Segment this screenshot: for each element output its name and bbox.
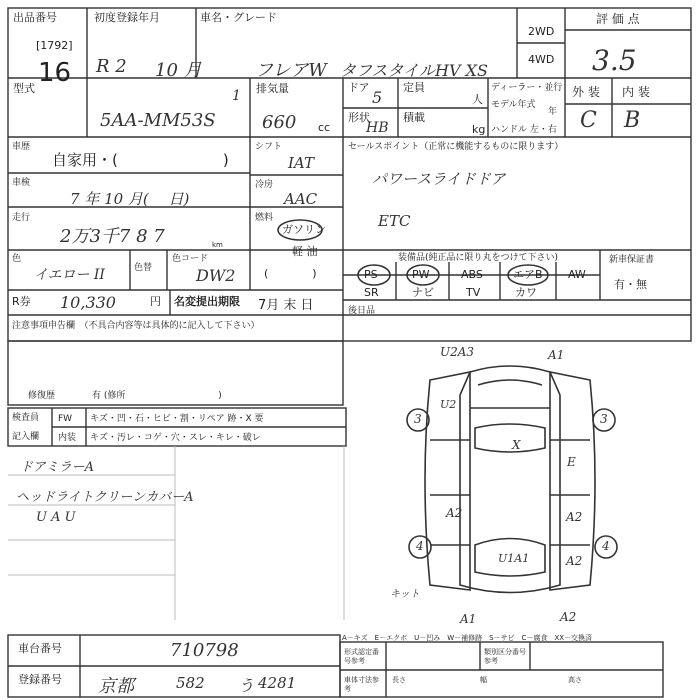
fw-label: FW bbox=[58, 414, 73, 424]
sales-line-1: パワースライドドア bbox=[372, 170, 506, 188]
ext-grade: C bbox=[580, 108, 597, 133]
mark-4-right: 4 bbox=[602, 539, 610, 553]
equip-pw: PW bbox=[412, 268, 430, 281]
registration-class: 582 bbox=[176, 674, 205, 692]
int-grade: B bbox=[624, 108, 641, 133]
lot-label: 出品番号 bbox=[13, 11, 57, 24]
int-text: キズ・汚レ・コゲ・穴・スレ・キレ・破レ bbox=[90, 433, 261, 443]
color-value: イエロー II bbox=[34, 267, 105, 283]
mark-a2-bottom: A2 bbox=[566, 554, 583, 568]
inspector-label-2: 記入欄 bbox=[12, 432, 40, 442]
r-label: R券 bbox=[12, 295, 31, 308]
dim-length: 長さ bbox=[392, 676, 406, 684]
postday-label: 後日品 bbox=[348, 306, 376, 316]
yen-label: 円 bbox=[150, 295, 161, 308]
fuel-label: 燃料 bbox=[255, 213, 274, 223]
int-check-label: 内装 bbox=[58, 433, 77, 443]
mark-x: X bbox=[512, 438, 521, 452]
inspector-note-1: ドアミラーA bbox=[20, 460, 94, 475]
mark-kit: キット bbox=[390, 589, 420, 600]
shift-label: シフト bbox=[255, 142, 283, 152]
rating-score: 3.5 bbox=[592, 44, 637, 77]
int-label: 内 装 bbox=[622, 85, 650, 99]
equip-leather: カワ bbox=[515, 286, 537, 299]
model-year-label: モデル年式 bbox=[491, 100, 536, 110]
equip-tv: TV bbox=[466, 286, 481, 299]
warranty-value: 有・無 bbox=[614, 278, 647, 291]
fuel-paren: ( ) bbox=[264, 267, 317, 280]
registration-kana: う bbox=[238, 676, 255, 695]
mark-e: E bbox=[567, 455, 576, 469]
shape-value: HB bbox=[366, 120, 389, 136]
registration-number: 4281 bbox=[258, 674, 297, 692]
cert-label: 形式認定番号参考 bbox=[344, 648, 379, 665]
model-value: 5AA-MM53S bbox=[100, 110, 216, 131]
equip-aw: AW bbox=[568, 268, 586, 281]
sales-line-2: ETC bbox=[378, 212, 411, 230]
year-unit: 年 bbox=[548, 107, 558, 117]
inspector-note-2: ヘッドライトクリーンカバーA bbox=[16, 490, 194, 505]
color-code-label: 色コード bbox=[172, 254, 209, 264]
doors-label: ドア bbox=[348, 81, 370, 94]
mark-1: 1 bbox=[232, 88, 241, 104]
capacity-unit: 人 bbox=[472, 93, 483, 106]
cc-label: cc bbox=[318, 121, 331, 134]
r-value: 10,330 bbox=[60, 293, 116, 312]
mark-3-left: 3 bbox=[414, 412, 422, 426]
car-grade: タフスタイルHV XS bbox=[340, 61, 488, 80]
mark-a1-bottom: A1 bbox=[460, 612, 477, 626]
shift-value: IAT bbox=[288, 154, 314, 172]
inspector-label-1: 検査員 bbox=[12, 413, 40, 423]
mark-3-right: 3 bbox=[600, 412, 608, 426]
registration-label: 登録番号 bbox=[18, 673, 62, 686]
mark-a2-rear: A2 bbox=[560, 610, 577, 624]
color-code-value: DW2 bbox=[196, 266, 236, 285]
equip-airbag: エアB bbox=[513, 268, 543, 281]
mark-u2-side: U2 bbox=[440, 398, 457, 411]
doors-value: 5 bbox=[372, 88, 383, 107]
ac-label: 冷房 bbox=[255, 180, 274, 190]
mileage-label: 走行 bbox=[12, 213, 31, 223]
equip-abs: ABS bbox=[461, 268, 483, 281]
mileage-value: 2万3千7 8 7 bbox=[60, 226, 165, 247]
dealer-label: ディーラー・並行 bbox=[491, 83, 563, 93]
fuel-alt: 軽 油 bbox=[292, 245, 318, 258]
dim-height: 高さ bbox=[568, 676, 582, 684]
car-name: フレアW bbox=[255, 60, 327, 81]
type-label: 類別区分番号参考 bbox=[484, 648, 526, 665]
fw-text: キズ・凹・石・ヒビ・割・リペア 跡・X 要 bbox=[90, 414, 264, 424]
chassis-value: 710798 bbox=[170, 640, 239, 661]
mark-a1-top: A1 bbox=[548, 348, 565, 362]
mark-u2a3: U2A3 bbox=[440, 345, 475, 359]
load-unit: kg bbox=[472, 123, 486, 136]
mark-a2-left: A2 bbox=[446, 506, 463, 520]
registration-place: 京都 bbox=[98, 676, 134, 697]
new-car-warranty-label: 新車保証書 bbox=[609, 255, 655, 265]
lot-number: 16 bbox=[38, 58, 72, 88]
first-reg-era: R 2 bbox=[96, 56, 127, 77]
history-value: 自家用・( ) bbox=[52, 151, 229, 169]
inspection-value: 7 年 10 月( 日) bbox=[70, 190, 190, 208]
equip-navi: ナビ bbox=[412, 286, 434, 299]
damage-legend: A－キズ E－エクボ U－凹み W－補修跡 S－サビ C－腐食 XX－交換済 bbox=[342, 634, 593, 642]
notes-label: 注意事項申告欄 （不具合内容等は具体的に記入して下さい） bbox=[12, 321, 260, 331]
load-label: 積載 bbox=[403, 111, 425, 124]
drive-4wd: 4WD bbox=[528, 53, 555, 66]
color-label: 色 bbox=[12, 254, 22, 264]
displacement-label: 排気量 bbox=[256, 82, 289, 95]
fuel-value: ガソリン bbox=[282, 223, 326, 236]
rating-label: 評 価 点 bbox=[596, 12, 640, 26]
chassis-label: 車台番号 bbox=[18, 642, 62, 655]
lot-code: [1792] bbox=[36, 39, 73, 52]
equip-sr: SR bbox=[364, 286, 379, 299]
km-label: km bbox=[212, 241, 223, 249]
model-label: 型式 bbox=[13, 82, 35, 95]
capacity-label: 定員 bbox=[403, 81, 425, 94]
equipment-label: 装備品(純正品に限り丸をつけて下さい) bbox=[398, 253, 559, 263]
color-change-label: 色替 bbox=[134, 263, 153, 273]
ext-label: 外 装 bbox=[572, 85, 600, 99]
history-label: 車歴 bbox=[12, 142, 31, 152]
handle-label: ハンドル 左・右 bbox=[491, 125, 557, 135]
deadline-value: 7月 末 日 bbox=[258, 298, 314, 313]
drive-2wd: 2WD bbox=[528, 25, 555, 38]
mark-a2-right: A2 bbox=[566, 510, 583, 524]
first-reg-month: 10 月 bbox=[155, 60, 202, 81]
dim-width: 幅 bbox=[480, 676, 487, 684]
sales-label: セールスポイント（正常に機能するものに限ります） bbox=[348, 142, 564, 152]
inspection-label: 車検 bbox=[12, 178, 31, 188]
mark-u1a1: U1A1 bbox=[498, 552, 530, 565]
mark-4-left: 4 bbox=[416, 539, 424, 553]
equip-ps: PS bbox=[364, 268, 378, 281]
shape-label: 形状 bbox=[348, 111, 370, 124]
displacement-value: 660 bbox=[262, 112, 297, 133]
repair-value: 有 (修所 ) bbox=[92, 391, 222, 401]
first-reg-label: 初度登録年月 bbox=[94, 11, 160, 24]
dim-label: 車体寸法参考 bbox=[344, 676, 379, 693]
name-grade-label: 車名・グレード bbox=[200, 11, 277, 24]
repair-label: 修復歴 bbox=[28, 391, 56, 401]
deadline-label: 名変提出期限 bbox=[174, 295, 240, 308]
inspector-note-3: U A U bbox=[36, 510, 76, 525]
ac-value: AAC bbox=[284, 190, 318, 208]
